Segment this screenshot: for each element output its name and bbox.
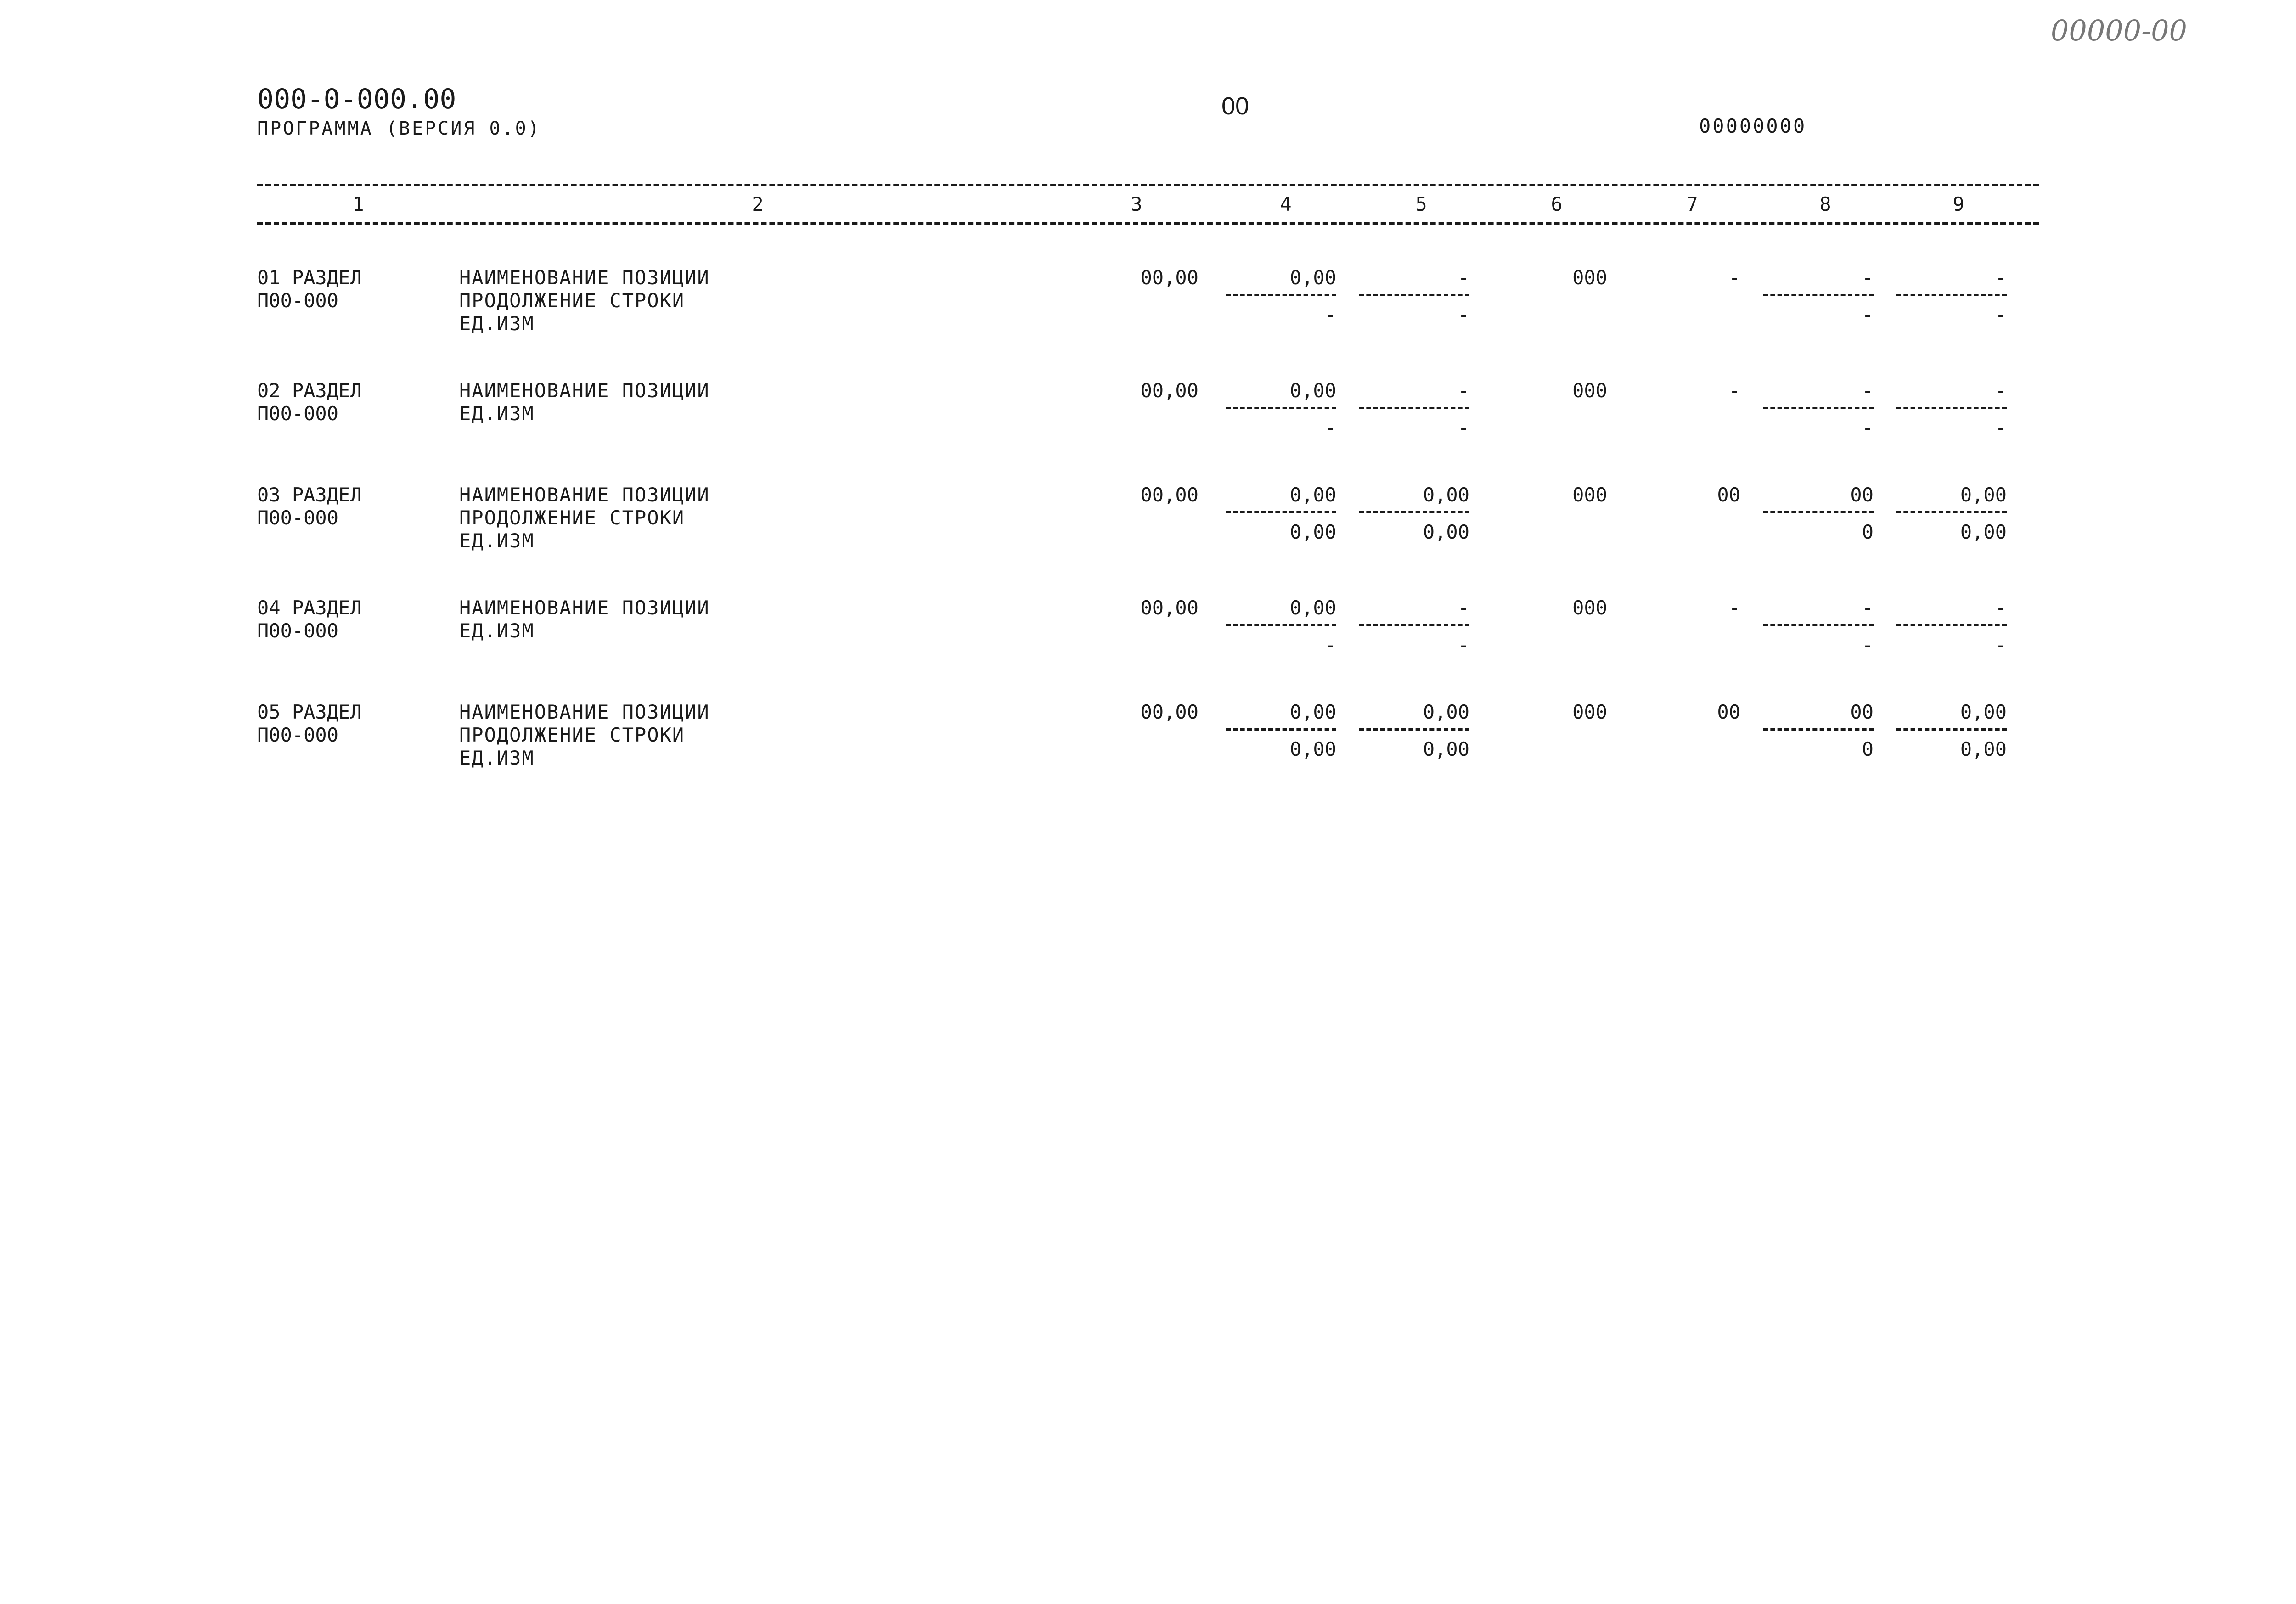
position-ref: 05 РАЗДЕЛ П00-000 [257,701,362,746]
column-6-bottom: - [1458,634,1469,656]
total-cost: 000 [1572,379,1607,402]
column-6-bottom: 0,00 [1423,738,1469,760]
column-6-value [1355,597,1488,657]
total-cost: 000 [1572,266,1607,289]
unit-price-top: 0,00 [1226,597,1336,626]
quantity: 00,00 [1140,484,1199,506]
unit-price-bottom: 0,00 [1289,521,1336,543]
column-10-bottom: - [1995,416,2007,439]
column-6-top: - [1359,597,1469,626]
column-9-value [1759,701,1892,761]
column-6-value [1355,484,1488,544]
column-6-top: 0,00 [1359,701,1469,731]
column-6-bottom: 0,00 [1423,521,1469,543]
estimate-table [257,184,2039,814]
column-10-top: 0,00 [1896,484,2007,513]
unit-price-bottom: - [1324,304,1336,326]
column-9-bottom: - [1862,304,1874,326]
column-header-row [257,184,2039,225]
table-row [257,701,2039,770]
quantity: 00,00 [1140,379,1199,402]
column-10-value [1892,597,2025,657]
unit-price-top: 0,00 [1226,484,1336,513]
table-row [257,484,2039,552]
column-10-top: 0,00 [1896,701,2007,731]
quantity: 00,00 [1140,597,1199,619]
unit-price [1217,701,1355,761]
column-9-bottom: 0 [1862,521,1874,543]
unit-price [1217,597,1355,657]
column-9-value [1759,266,1892,326]
column-10-bottom: 0,00 [1960,521,2007,543]
unit-price-bottom: - [1324,634,1336,656]
quantity: 00,00 [1140,701,1199,723]
column-9-top: - [1763,597,1874,626]
column-8-value: - [1728,597,1740,619]
column-header: 7 [1686,193,1698,215]
unit-price-top: 0,00 [1226,701,1336,731]
document-header [257,83,541,141]
doc-code: 000-0-000.00 [257,83,456,115]
position-ref: 04 РАЗДЕЛ П00-000 [257,597,362,642]
position-name: НАИМЕНОВАНИЕ ПОЗИЦИИ ПРОДОЛЖЕНИЕ СТРОКИ ЕД.ИЗМ [459,484,710,552]
column-10-top: - [1896,597,2007,626]
column-header: 2 [752,193,764,215]
total-cost: 000 [1572,701,1607,723]
column-10-value [1892,484,2025,544]
column-10-top: - [1896,266,2007,296]
column-10-bottom: 0,00 [1960,738,2007,760]
table-row [257,379,2039,439]
column-9-top: 00 [1763,484,1874,513]
unit-price [1217,484,1355,544]
position-ref: 03 РАЗДЕЛ П00-000 [257,484,362,529]
position-name: НАИМЕНОВАНИЕ ПОЗИЦИИ ПРОДОЛЖЕНИЕ СТРОКИ ЕД.ИЗМ [459,266,710,335]
unit-price [1217,379,1355,439]
table-row [257,597,2039,657]
column-8-value: - [1728,379,1740,402]
column-9-top: - [1763,266,1874,296]
column-6-top: - [1359,379,1469,409]
position-name: НАИМЕНОВАНИЕ ПОЗИЦИИ ПРОДОЛЖЕНИЕ СТРОКИ ЕД.ИЗМ [459,701,710,769]
position-name: НАИМЕНОВАНИЕ ПОЗИЦИИ ЕД.ИЗМ [459,379,710,425]
column-6-top: 0,00 [1359,484,1469,513]
column-header: 5 [1415,193,1427,215]
column-header: 1 [352,193,364,215]
column-6-top: - [1359,266,1469,296]
column-10-bottom: - [1995,634,2007,656]
column-6-bottom: - [1458,304,1469,326]
unit-price-top: 0,00 [1226,266,1336,296]
column-9-bottom: - [1862,416,1874,439]
page-number: 00 [1221,92,1249,120]
column-header: 3 [1131,193,1142,215]
column-9-top: 00 [1763,701,1874,731]
doc-number: 00000000 [1699,115,1807,137]
column-9-bottom: - [1862,634,1874,656]
column-header: 4 [1280,193,1292,215]
unit-price-bottom: - [1324,416,1336,439]
position-ref: 01 РАЗДЕЛ П00-000 [257,266,362,312]
program-line: ПРОГРАММА (ВЕРСИЯ 0.0) [257,118,541,139]
position-ref: 02 РАЗДЕЛ П00-000 [257,379,362,425]
column-10-bottom: - [1995,304,2007,326]
column-header: 8 [1819,193,1831,215]
column-6-value [1355,701,1488,761]
total-cost: 000 [1572,484,1607,506]
column-header: 6 [1551,193,1563,215]
column-9-value [1759,379,1892,439]
column-6-bottom: - [1458,416,1469,439]
corner-mark: 00000-00 [2050,14,2187,47]
column-9-value [1759,597,1892,657]
column-10-value [1892,379,2025,439]
unit-price-bottom: 0,00 [1289,738,1336,760]
column-header: 9 [1953,193,1964,215]
column-9-value [1759,484,1892,544]
column-10-top: - [1896,379,2007,409]
column-8-value: - [1728,266,1740,289]
column-10-value [1892,701,2025,761]
column-6-value [1355,266,1488,326]
column-10-value [1892,266,2025,326]
column-9-top: - [1763,379,1874,409]
total-cost: 000 [1572,597,1607,619]
column-8-value: 00 [1717,484,1740,506]
position-name: НАИМЕНОВАНИЕ ПОЗИЦИИ ЕД.ИЗМ [459,597,710,642]
unit-price [1217,266,1355,326]
table-row [257,266,2039,335]
column-9-bottom: 0 [1862,738,1874,760]
column-8-value: 00 [1717,701,1740,723]
quantity: 00,00 [1140,266,1199,289]
column-6-value [1355,379,1488,439]
unit-price-top: 0,00 [1226,379,1336,409]
